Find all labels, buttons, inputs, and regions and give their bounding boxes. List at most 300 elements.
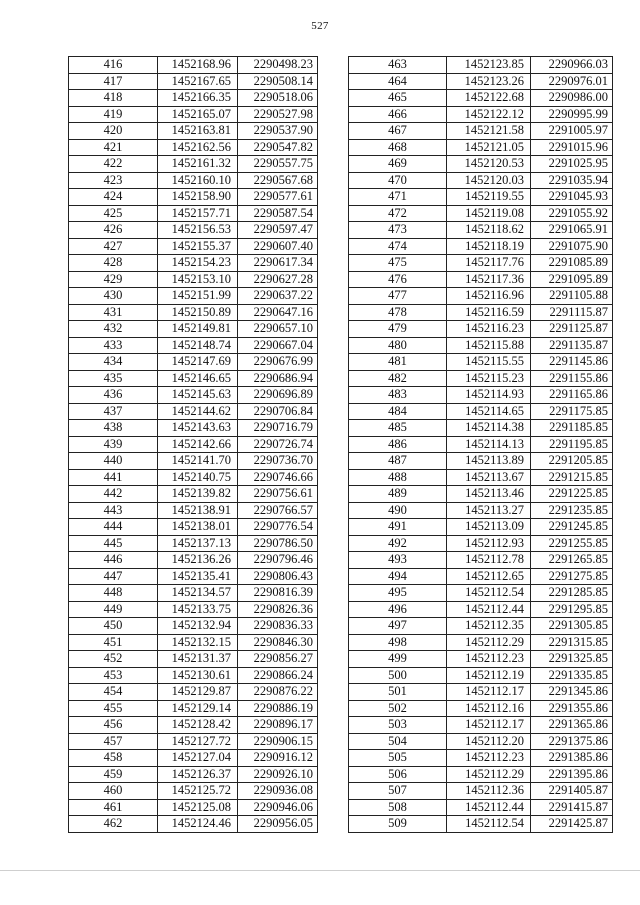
y-coordinate-cell: 2290756.61 (238, 486, 318, 503)
table-row (349, 750, 613, 767)
x-coordinate-cell: 1452158.90 (158, 189, 238, 206)
y-coordinate-cell: 2291205.85 (531, 453, 613, 470)
x-coordinate-cell: 1452145.63 (158, 387, 238, 404)
table-row (349, 403, 613, 420)
point-number-cell: 481 (349, 354, 447, 371)
table-row (349, 717, 613, 734)
x-coordinate-cell: 1452136.26 (158, 552, 238, 569)
table-row (69, 667, 318, 684)
table-row (349, 370, 613, 387)
y-coordinate-cell: 2290806.43 (238, 568, 318, 585)
y-coordinate-cell: 2291175.85 (531, 403, 613, 420)
x-coordinate-cell: 1452143.63 (158, 420, 238, 437)
table-row (69, 651, 318, 668)
table-row (349, 387, 613, 404)
point-number-cell: 484 (349, 403, 447, 420)
y-coordinate-cell: 2291135.87 (531, 337, 613, 354)
y-coordinate-cell: 2290617.34 (238, 255, 318, 272)
table-row (349, 172, 613, 189)
y-coordinate-cell: 2290607.40 (238, 238, 318, 255)
x-coordinate-cell: 1452112.35 (447, 618, 531, 635)
x-coordinate-cell: 1452166.35 (158, 90, 238, 107)
x-coordinate-cell: 1452116.96 (447, 288, 531, 305)
x-coordinate-cell: 1452163.81 (158, 123, 238, 140)
table-row (349, 222, 613, 239)
point-number-cell: 422 (69, 156, 158, 173)
x-coordinate-cell: 1452144.62 (158, 403, 238, 420)
y-coordinate-cell: 2291265.85 (531, 552, 613, 569)
x-coordinate-cell: 1452119.08 (447, 205, 531, 222)
table-row (69, 420, 318, 437)
x-coordinate-cell: 1452112.54 (447, 585, 531, 602)
point-number-cell: 491 (349, 519, 447, 536)
table-row (69, 750, 318, 767)
x-coordinate-cell: 1452115.55 (447, 354, 531, 371)
point-number-cell: 467 (349, 123, 447, 140)
x-coordinate-cell: 1452147.69 (158, 354, 238, 371)
y-coordinate-cell: 2291185.85 (531, 420, 613, 437)
x-coordinate-cell: 1452149.81 (158, 321, 238, 338)
table-row (349, 667, 613, 684)
y-coordinate-cell: 2290856.27 (238, 651, 318, 668)
point-number-cell: 450 (69, 618, 158, 635)
y-coordinate-cell: 2290916.12 (238, 750, 318, 767)
y-coordinate-cell: 2291005.97 (531, 123, 613, 140)
point-number-cell: 471 (349, 189, 447, 206)
y-coordinate-cell: 2291105.88 (531, 288, 613, 305)
y-coordinate-cell: 2291385.86 (531, 750, 613, 767)
y-coordinate-cell: 2290956.05 (238, 816, 318, 833)
x-coordinate-cell: 1452115.88 (447, 337, 531, 354)
point-number-cell: 494 (349, 568, 447, 585)
y-coordinate-cell: 2291275.85 (531, 568, 613, 585)
table-row (349, 700, 613, 717)
point-number-cell: 499 (349, 651, 447, 668)
y-coordinate-cell: 2291115.87 (531, 304, 613, 321)
x-coordinate-cell: 1452112.36 (447, 783, 531, 800)
point-number-cell: 429 (69, 271, 158, 288)
point-number-cell: 502 (349, 700, 447, 717)
x-coordinate-cell: 1452113.09 (447, 519, 531, 536)
y-coordinate-cell: 2291375.86 (531, 733, 613, 750)
table-row (349, 238, 613, 255)
point-number-cell: 459 (69, 766, 158, 783)
table-row (69, 486, 318, 503)
point-number-cell: 477 (349, 288, 447, 305)
point-number-cell: 461 (69, 799, 158, 816)
x-coordinate-cell: 1452165.07 (158, 106, 238, 123)
y-coordinate-cell: 2291145.86 (531, 354, 613, 371)
x-coordinate-cell: 1452117.76 (447, 255, 531, 272)
table-row (349, 469, 613, 486)
table-row (69, 139, 318, 156)
y-coordinate-cell: 2290667.04 (238, 337, 318, 354)
point-number-cell: 493 (349, 552, 447, 569)
y-coordinate-cell: 2291055.92 (531, 205, 613, 222)
x-coordinate-cell: 1452114.13 (447, 436, 531, 453)
point-number-cell: 490 (349, 502, 447, 519)
table-row (69, 733, 318, 750)
point-number-cell: 508 (349, 799, 447, 816)
y-coordinate-cell: 2291245.85 (531, 519, 613, 536)
table-row (349, 519, 613, 536)
x-coordinate-cell: 1452129.87 (158, 684, 238, 701)
table-row (69, 816, 318, 833)
point-number-cell: 439 (69, 436, 158, 453)
table-row (69, 585, 318, 602)
table-row (349, 799, 613, 816)
x-coordinate-cell: 1452120.53 (447, 156, 531, 173)
x-coordinate-cell: 1452121.05 (447, 139, 531, 156)
x-coordinate-cell: 1452116.59 (447, 304, 531, 321)
table-row (69, 766, 318, 783)
x-coordinate-cell: 1452161.32 (158, 156, 238, 173)
y-coordinate-cell: 2291215.85 (531, 469, 613, 486)
x-coordinate-cell: 1452122.12 (447, 106, 531, 123)
point-number-cell: 417 (69, 73, 158, 90)
table-body (349, 57, 613, 833)
table-row (69, 783, 318, 800)
y-coordinate-cell: 2290866.24 (238, 667, 318, 684)
point-number-cell: 469 (349, 156, 447, 173)
point-number-cell: 460 (69, 783, 158, 800)
table-row (69, 189, 318, 206)
y-coordinate-cell: 2291045.93 (531, 189, 613, 206)
point-number-cell: 454 (69, 684, 158, 701)
table-row (349, 156, 613, 173)
x-coordinate-cell: 1452134.57 (158, 585, 238, 602)
x-coordinate-cell: 1452116.23 (447, 321, 531, 338)
y-coordinate-cell: 2291165.86 (531, 387, 613, 404)
x-coordinate-cell: 1452132.94 (158, 618, 238, 635)
table-row (349, 106, 613, 123)
y-coordinate-cell: 2290976.01 (531, 73, 613, 90)
point-number-cell: 466 (349, 106, 447, 123)
table-row (349, 271, 613, 288)
y-coordinate-cell: 2290647.16 (238, 304, 318, 321)
x-coordinate-cell: 1452150.89 (158, 304, 238, 321)
point-number-cell: 432 (69, 321, 158, 338)
table-row (349, 255, 613, 272)
x-coordinate-cell: 1452112.44 (447, 799, 531, 816)
y-coordinate-cell: 2291025.95 (531, 156, 613, 173)
x-coordinate-cell: 1452148.74 (158, 337, 238, 354)
point-number-cell: 495 (349, 585, 447, 602)
point-number-cell: 455 (69, 700, 158, 717)
table-row (349, 486, 613, 503)
point-number-cell: 462 (69, 816, 158, 833)
x-coordinate-cell: 1452112.23 (447, 750, 531, 767)
y-coordinate-cell: 2290696.89 (238, 387, 318, 404)
point-number-cell: 468 (349, 139, 447, 156)
point-number-cell: 448 (69, 585, 158, 602)
y-coordinate-cell: 2290508.14 (238, 73, 318, 90)
table-row (349, 90, 613, 107)
y-coordinate-cell: 2291065.91 (531, 222, 613, 239)
table-row (69, 123, 318, 140)
y-coordinate-cell: 2291335.85 (531, 667, 613, 684)
point-number-cell: 434 (69, 354, 158, 371)
y-coordinate-cell: 2290736.70 (238, 453, 318, 470)
point-number-cell: 492 (349, 535, 447, 552)
y-coordinate-cell: 2290567.68 (238, 172, 318, 189)
y-coordinate-cell: 2290676.99 (238, 354, 318, 371)
x-coordinate-cell: 1452140.75 (158, 469, 238, 486)
point-number-cell: 500 (349, 667, 447, 684)
table-row (69, 255, 318, 272)
x-coordinate-cell: 1452119.55 (447, 189, 531, 206)
point-number-cell: 457 (69, 733, 158, 750)
x-coordinate-cell: 1452128.42 (158, 717, 238, 734)
point-number-cell: 426 (69, 222, 158, 239)
point-number-cell: 507 (349, 783, 447, 800)
y-coordinate-cell: 2290537.90 (238, 123, 318, 140)
y-coordinate-cell: 2290726.74 (238, 436, 318, 453)
point-number-cell: 446 (69, 552, 158, 569)
y-coordinate-cell: 2291235.85 (531, 502, 613, 519)
y-coordinate-cell: 2290836.33 (238, 618, 318, 635)
point-number-cell: 418 (69, 90, 158, 107)
point-number-cell: 447 (69, 568, 158, 585)
x-coordinate-cell: 1452155.37 (158, 238, 238, 255)
y-coordinate-cell: 2290637.22 (238, 288, 318, 305)
y-coordinate-cell: 2290627.28 (238, 271, 318, 288)
table-row (69, 453, 318, 470)
table-row (69, 502, 318, 519)
y-coordinate-cell: 2290906.15 (238, 733, 318, 750)
table-row (349, 502, 613, 519)
y-coordinate-cell: 2290746.66 (238, 469, 318, 486)
coordinate-table-right (348, 56, 613, 833)
x-coordinate-cell: 1452117.36 (447, 271, 531, 288)
table-row (349, 535, 613, 552)
point-number-cell: 489 (349, 486, 447, 503)
table-row (69, 634, 318, 651)
y-coordinate-cell: 2290557.75 (238, 156, 318, 173)
x-coordinate-cell: 1452114.93 (447, 387, 531, 404)
point-number-cell: 475 (349, 255, 447, 272)
point-number-cell: 497 (349, 618, 447, 635)
point-number-cell: 442 (69, 486, 158, 503)
y-coordinate-cell: 2291285.85 (531, 585, 613, 602)
x-coordinate-cell: 1452114.38 (447, 420, 531, 437)
point-number-cell: 506 (349, 766, 447, 783)
x-coordinate-cell: 1452124.46 (158, 816, 238, 833)
point-number-cell: 416 (69, 57, 158, 74)
point-number-cell: 453 (69, 667, 158, 684)
y-coordinate-cell: 2290995.99 (531, 106, 613, 123)
point-number-cell: 420 (69, 123, 158, 140)
y-coordinate-cell: 2290826.36 (238, 601, 318, 618)
point-number-cell: 451 (69, 634, 158, 651)
table-row (349, 618, 613, 635)
table-row (69, 90, 318, 107)
y-coordinate-cell: 2290936.08 (238, 783, 318, 800)
y-coordinate-cell: 2291325.85 (531, 651, 613, 668)
table-row (349, 634, 613, 651)
point-number-cell: 464 (349, 73, 447, 90)
y-coordinate-cell: 2290657.10 (238, 321, 318, 338)
y-coordinate-cell: 2291155.86 (531, 370, 613, 387)
page-bottom-divider (0, 870, 640, 871)
y-coordinate-cell: 2290986.00 (531, 90, 613, 107)
x-coordinate-cell: 1452135.41 (158, 568, 238, 585)
x-coordinate-cell: 1452142.66 (158, 436, 238, 453)
table-row (349, 205, 613, 222)
table-row (69, 73, 318, 90)
point-number-cell: 437 (69, 403, 158, 420)
x-coordinate-cell: 1452129.14 (158, 700, 238, 717)
point-number-cell: 458 (69, 750, 158, 767)
table-row (69, 519, 318, 536)
x-coordinate-cell: 1452146.65 (158, 370, 238, 387)
point-number-cell: 487 (349, 453, 447, 470)
x-coordinate-cell: 1452153.10 (158, 271, 238, 288)
y-coordinate-cell: 2291075.90 (531, 238, 613, 255)
table-row (349, 354, 613, 371)
y-coordinate-cell: 2290577.61 (238, 189, 318, 206)
table-row (69, 684, 318, 701)
y-coordinate-cell: 2290716.79 (238, 420, 318, 437)
point-number-cell: 470 (349, 172, 447, 189)
point-number-cell: 423 (69, 172, 158, 189)
point-number-cell: 463 (349, 57, 447, 74)
y-coordinate-cell: 2290876.22 (238, 684, 318, 701)
table-row (69, 304, 318, 321)
y-coordinate-cell: 2291125.87 (531, 321, 613, 338)
point-number-cell: 433 (69, 337, 158, 354)
table-row (69, 618, 318, 635)
y-coordinate-cell: 2291355.86 (531, 700, 613, 717)
x-coordinate-cell: 1452133.75 (158, 601, 238, 618)
x-coordinate-cell: 1452113.46 (447, 486, 531, 503)
x-coordinate-cell: 1452130.61 (158, 667, 238, 684)
y-coordinate-cell: 2290786.50 (238, 535, 318, 552)
table-row (69, 271, 318, 288)
table-row (69, 337, 318, 354)
y-coordinate-cell: 2291305.85 (531, 618, 613, 635)
x-coordinate-cell: 1452157.71 (158, 205, 238, 222)
x-coordinate-cell: 1452132.15 (158, 634, 238, 651)
table-row (349, 57, 613, 74)
y-coordinate-cell: 2291015.96 (531, 139, 613, 156)
point-number-cell: 479 (349, 321, 447, 338)
x-coordinate-cell: 1452160.10 (158, 172, 238, 189)
point-number-cell: 438 (69, 420, 158, 437)
y-coordinate-cell: 2291225.85 (531, 486, 613, 503)
table-row (349, 139, 613, 156)
point-number-cell: 428 (69, 255, 158, 272)
y-coordinate-cell: 2291415.87 (531, 799, 613, 816)
y-coordinate-cell: 2290547.82 (238, 139, 318, 156)
y-coordinate-cell: 2290896.17 (238, 717, 318, 734)
x-coordinate-cell: 1452138.91 (158, 502, 238, 519)
point-number-cell: 476 (349, 271, 447, 288)
y-coordinate-cell: 2290966.03 (531, 57, 613, 74)
table-row (69, 403, 318, 420)
table-row (349, 816, 613, 833)
x-coordinate-cell: 1452121.58 (447, 123, 531, 140)
x-coordinate-cell: 1452115.23 (447, 370, 531, 387)
y-coordinate-cell: 2291035.94 (531, 172, 613, 189)
table-row (69, 172, 318, 189)
x-coordinate-cell: 1452127.04 (158, 750, 238, 767)
y-coordinate-cell: 2291085.89 (531, 255, 613, 272)
y-coordinate-cell: 2291195.85 (531, 436, 613, 453)
x-coordinate-cell: 1452118.62 (447, 222, 531, 239)
y-coordinate-cell: 2290926.10 (238, 766, 318, 783)
point-number-cell: 474 (349, 238, 447, 255)
table-row (69, 354, 318, 371)
y-coordinate-cell: 2291405.87 (531, 783, 613, 800)
point-number-cell: 501 (349, 684, 447, 701)
point-number-cell: 486 (349, 436, 447, 453)
point-number-cell: 480 (349, 337, 447, 354)
point-number-cell: 443 (69, 502, 158, 519)
table-row (69, 238, 318, 255)
table-row (349, 189, 613, 206)
x-coordinate-cell: 1452113.89 (447, 453, 531, 470)
point-number-cell: 444 (69, 519, 158, 536)
point-number-cell: 505 (349, 750, 447, 767)
point-number-cell: 436 (69, 387, 158, 404)
point-number-cell: 509 (349, 816, 447, 833)
x-coordinate-cell: 1452151.99 (158, 288, 238, 305)
point-number-cell: 452 (69, 651, 158, 668)
x-coordinate-cell: 1452120.03 (447, 172, 531, 189)
x-coordinate-cell: 1452123.85 (447, 57, 531, 74)
point-number-cell: 421 (69, 139, 158, 156)
point-number-cell: 456 (69, 717, 158, 734)
x-coordinate-cell: 1452125.08 (158, 799, 238, 816)
table-row (69, 57, 318, 74)
point-number-cell: 473 (349, 222, 447, 239)
y-coordinate-cell: 2290796.46 (238, 552, 318, 569)
x-coordinate-cell: 1452125.72 (158, 783, 238, 800)
table-row (349, 420, 613, 437)
x-coordinate-cell: 1452139.82 (158, 486, 238, 503)
point-number-cell: 427 (69, 238, 158, 255)
x-coordinate-cell: 1452168.96 (158, 57, 238, 74)
point-number-cell: 435 (69, 370, 158, 387)
y-coordinate-cell: 2291295.85 (531, 601, 613, 618)
x-coordinate-cell: 1452112.29 (447, 634, 531, 651)
table-row (69, 469, 318, 486)
point-number-cell: 449 (69, 601, 158, 618)
table-row (69, 387, 318, 404)
table-row (349, 585, 613, 602)
y-coordinate-cell: 2290706.84 (238, 403, 318, 420)
table-row (69, 568, 318, 585)
x-coordinate-cell: 1452154.23 (158, 255, 238, 272)
x-coordinate-cell: 1452156.53 (158, 222, 238, 239)
x-coordinate-cell: 1452126.37 (158, 766, 238, 783)
table-row (349, 436, 613, 453)
x-coordinate-cell: 1452112.29 (447, 766, 531, 783)
point-number-cell: 465 (349, 90, 447, 107)
table-row (349, 123, 613, 140)
x-coordinate-cell: 1452138.01 (158, 519, 238, 536)
y-coordinate-cell: 2290587.54 (238, 205, 318, 222)
table-row (349, 552, 613, 569)
y-coordinate-cell: 2290766.57 (238, 502, 318, 519)
table-row (349, 684, 613, 701)
x-coordinate-cell: 1452112.20 (447, 733, 531, 750)
point-number-cell: 424 (69, 189, 158, 206)
table-body (69, 57, 318, 833)
table-row (69, 535, 318, 552)
point-number-cell: 485 (349, 420, 447, 437)
